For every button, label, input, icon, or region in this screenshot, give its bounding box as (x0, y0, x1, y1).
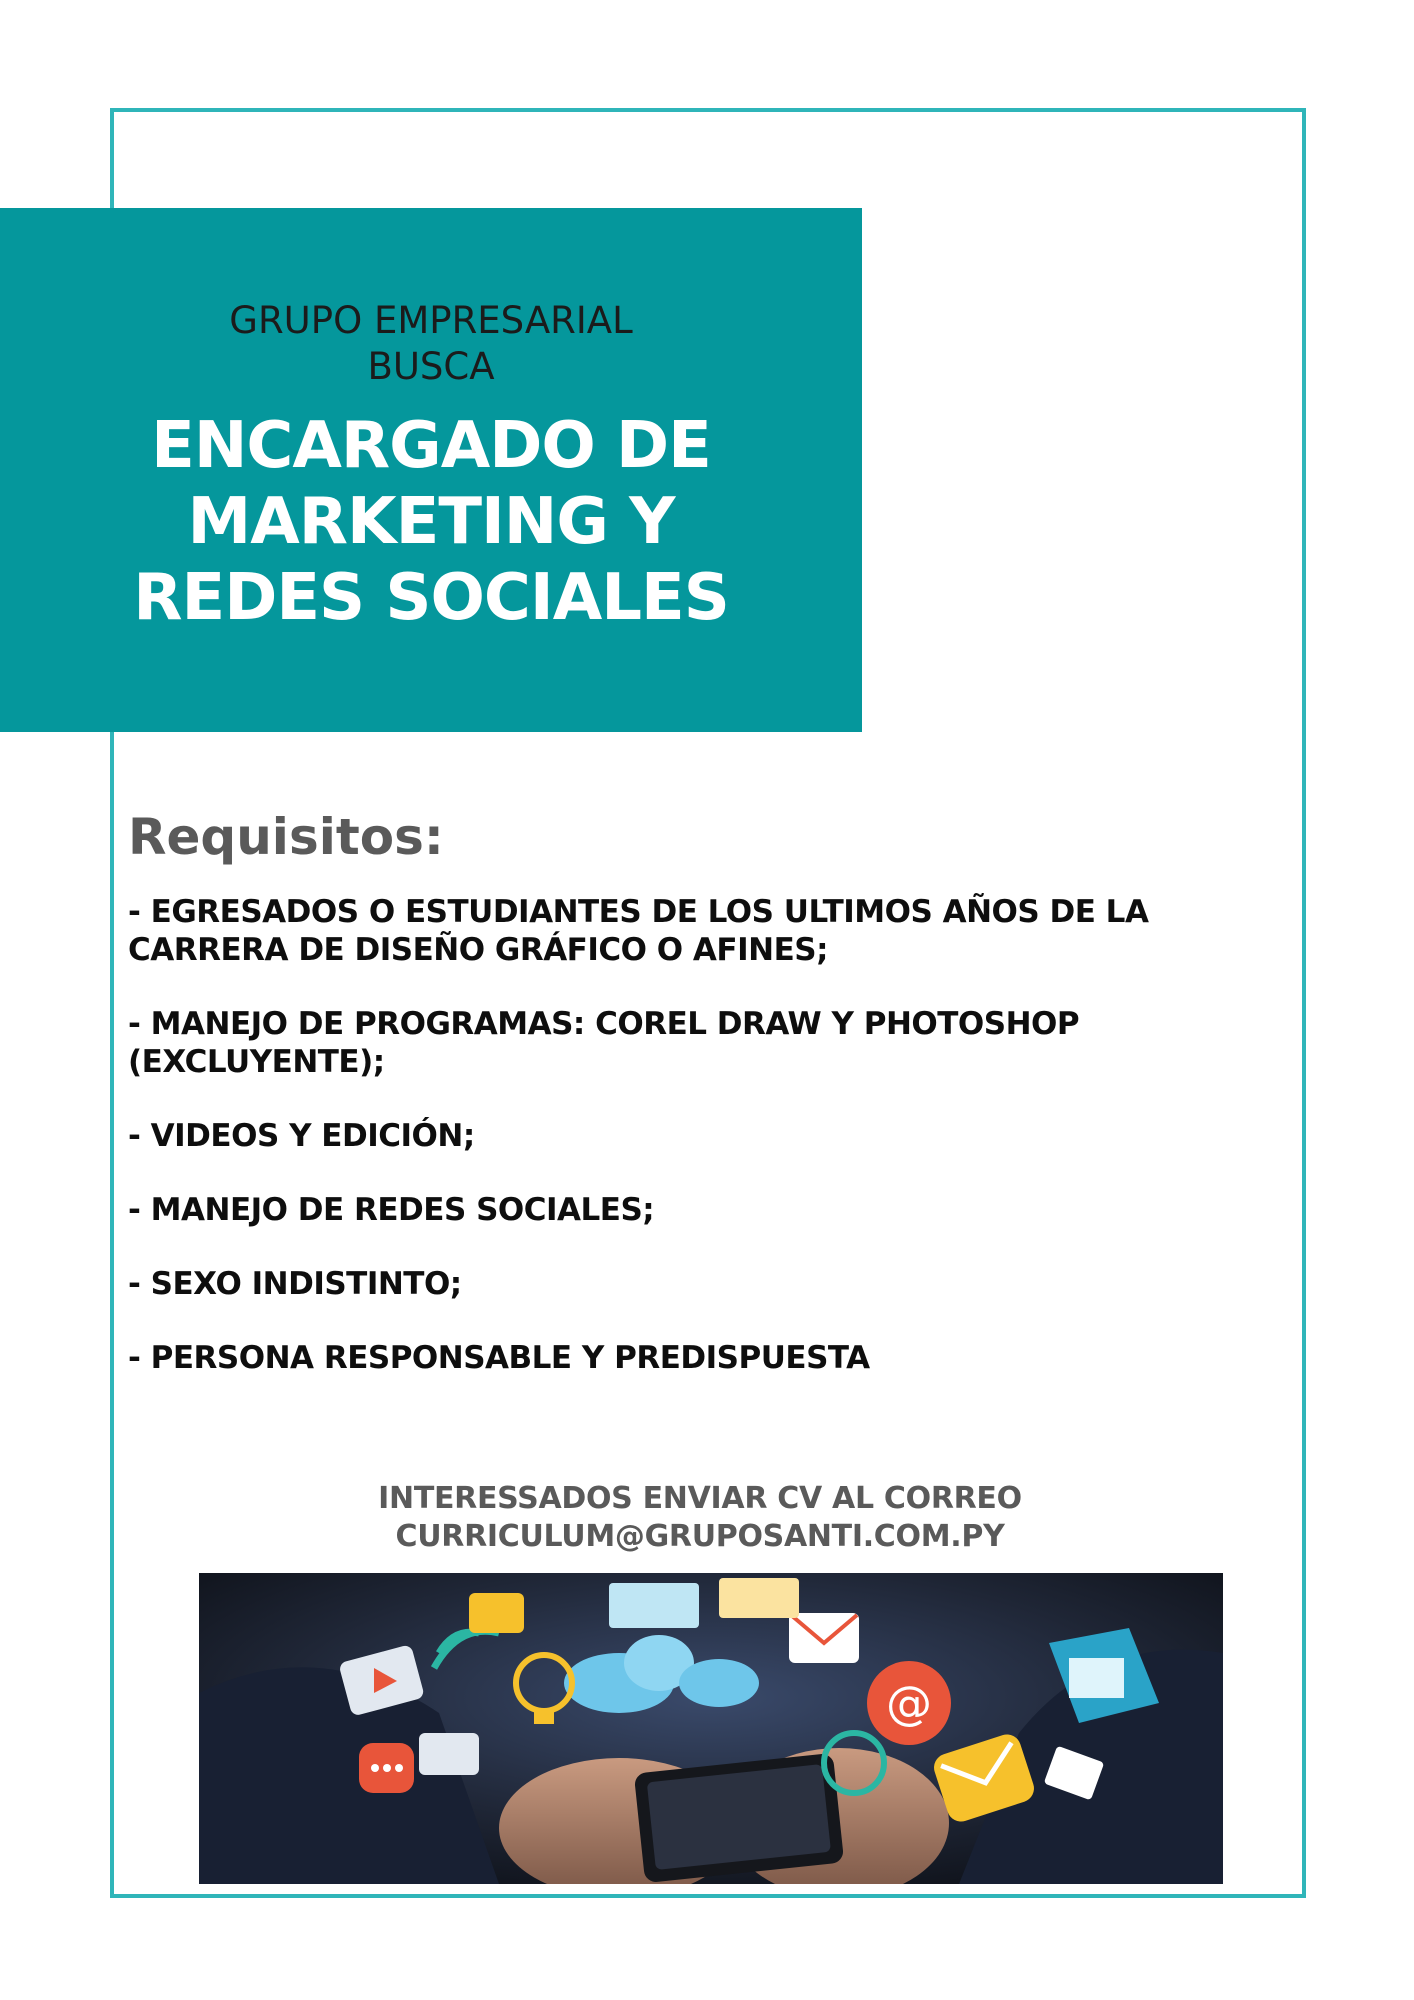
svg-text:@: @ (886, 1676, 932, 1730)
kicker-line-2: BUSCA (367, 345, 495, 388)
job-title (0, 408, 862, 636)
contact-info (200, 1480, 1200, 1556)
requirement-line: CARRERA DE DISEÑO GRÁFICO O AFINES; (128, 932, 828, 968)
requirement-line: (EXCLUYENTE); (128, 1044, 385, 1080)
header-box (0, 208, 862, 732)
requirement-item (128, 1005, 1228, 1081)
job-title-line-3: REDES SOCIALES (133, 561, 729, 635)
requirement-line: - EGRESADOS O ESTUDIANTES DE LOS ULTIMOS AÑOS DE LA (128, 894, 1149, 930)
contact-line-1: INTERESSADOS ENVIAR CV AL CORREO (378, 1481, 1022, 1516)
requirement-item (128, 1191, 1228, 1229)
job-title-line-1: ENCARGADO DE (151, 409, 711, 483)
phone-icon (469, 1593, 524, 1633)
requirements-list (128, 893, 1228, 1413)
chat-icon (419, 1733, 479, 1775)
requirement-line: - MANEJO DE REDES SOCIALES; (128, 1192, 655, 1228)
social-media-banner-image (199, 1573, 1223, 1884)
contact-email: CURRICULUM@GRUPOSANTI.COM.PY (395, 1519, 1005, 1554)
document-icon (719, 1578, 799, 1618)
requirement-item (128, 1117, 1228, 1155)
requirement-line: - MANEJO DE PROGRAMAS: COREL DRAW Y PHOTOSHOP (128, 1006, 1080, 1042)
requirement-item (128, 1339, 1228, 1377)
requirement-item (128, 893, 1228, 969)
job-title-line-2: MARKETING Y (187, 485, 675, 559)
requirement-item (128, 1265, 1228, 1303)
kicker-line-1: GRUPO EMPRESARIAL (229, 299, 633, 342)
requirements-heading: Requisitos: (128, 808, 444, 866)
kicker (0, 298, 862, 390)
document-icon (609, 1583, 699, 1628)
requirement-line: - VIDEOS Y EDICIÓN; (128, 1118, 475, 1154)
requirement-line: - SEXO INDISTINTO; (128, 1266, 462, 1302)
requirement-line: - PERSONA RESPONSABLE Y PREDISPUESTA (128, 1340, 870, 1376)
